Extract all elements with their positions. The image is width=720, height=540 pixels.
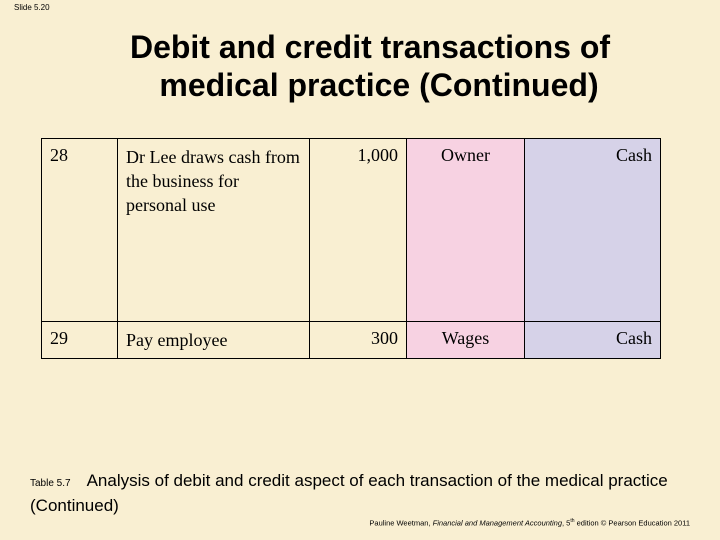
table-row [42, 322, 661, 359]
date-cell: 29 [42, 322, 118, 359]
footer-author: Pauline Weetman, [369, 518, 433, 528]
amount-cell: 300 [310, 322, 407, 359]
credit-cell: Cash [525, 322, 661, 359]
title-line-2: medical practice (Continued) [159, 67, 599, 103]
date-cell: 28 [42, 139, 118, 322]
description-cell: Dr Lee draws cash from the business for personal use [118, 139, 310, 322]
transactions-table [41, 138, 661, 359]
slide-title [60, 28, 680, 104]
footer-book-title: Financial and Management Accounting [432, 518, 563, 528]
amount-cell: 1,000 [310, 139, 407, 322]
table-caption [30, 470, 670, 517]
table-row [42, 139, 661, 322]
credit-cell: Cash [525, 139, 661, 322]
caption-text: Analysis of debit and credit aspect of each transaction of the medical practice (Continued) [30, 471, 668, 515]
footer-edition-sup: th [570, 518, 575, 524]
debit-cell: Wages [407, 322, 525, 359]
debit-cell: Owner [407, 139, 525, 322]
description-cell: Pay employee [118, 322, 310, 359]
footer-edition-prefix: , 5 [562, 518, 571, 528]
footer-edition-suffix: edition © Pearson Education 2011 [574, 518, 690, 528]
footer-citation [369, 518, 690, 528]
slide-number: Slide 5.20 [14, 3, 50, 12]
title-line-1: Debit and credit transactions of [129, 29, 611, 65]
table-label: Table 5.7 [30, 478, 71, 489]
